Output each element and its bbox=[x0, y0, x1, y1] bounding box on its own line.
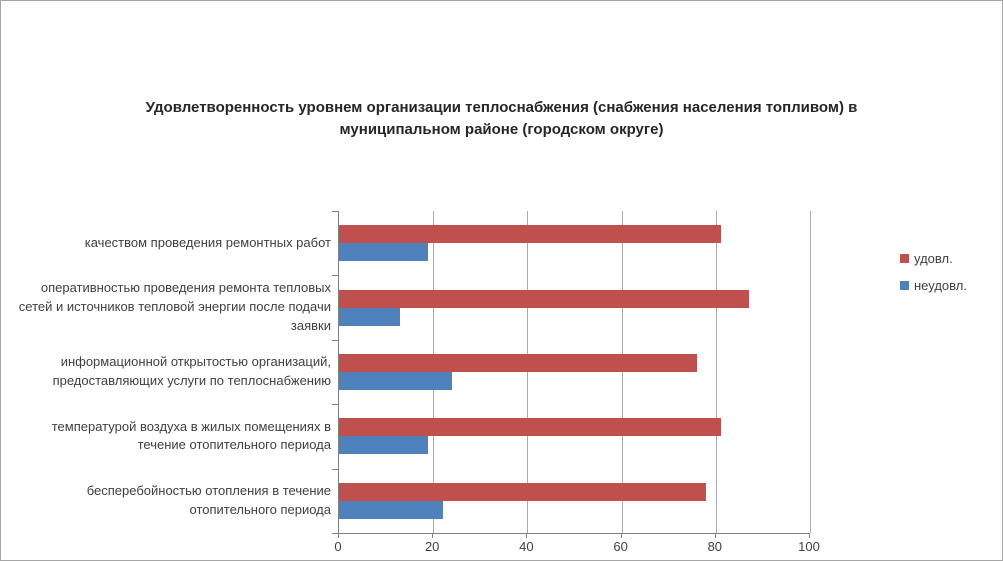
category-label-0: качеством проведения ремонтных работ bbox=[84, 234, 331, 250]
y-tick-1 bbox=[332, 275, 339, 276]
x-tick-mark-20 bbox=[432, 533, 433, 538]
category-label-1: оперативностью проведения ремонта тепловых сетей и источников тепловой энергии после подачи заявки bbox=[18, 280, 331, 334]
gridline-100 bbox=[810, 211, 811, 533]
category-label-4: бесперебойностью отопления в течение отопительного периода bbox=[86, 482, 331, 517]
category-labels bbox=[11, 211, 331, 533]
bar-udovl-4 bbox=[339, 483, 706, 501]
x-tick-label-20: 20 bbox=[424, 539, 440, 554]
bar-group-4 bbox=[339, 469, 810, 533]
bar-udovl-2 bbox=[339, 354, 697, 372]
x-tick-label-100: 100 bbox=[798, 539, 820, 554]
bar-udovl-1 bbox=[339, 290, 749, 308]
legend-item-neudovl bbox=[900, 278, 967, 293]
category-label-3: температурой воздуха в жилых помещениях в течение отопительного периода bbox=[51, 418, 331, 453]
chart-title-line-1: Удовлетворенность уровнем организации теплоснабжения (снабжения населения топливом) в bbox=[145, 99, 858, 116]
bar-group-0 bbox=[339, 211, 810, 275]
y-tick-3 bbox=[332, 404, 339, 405]
category-label-2: информационной открытостью организаций, предоставляющих услуги по теплоснабжению bbox=[52, 354, 331, 389]
bar-group-3 bbox=[339, 404, 810, 468]
bar-udovl-3 bbox=[339, 418, 721, 436]
x-tick-mark-40 bbox=[526, 533, 527, 538]
chart-title-line-2: муниципальном районе (городском округе) bbox=[339, 121, 664, 138]
bar-group-2 bbox=[339, 340, 810, 404]
legend-label-udovl: удовл. bbox=[914, 251, 953, 266]
y-tick-0 bbox=[332, 211, 339, 212]
legend-swatch-neudovl-icon bbox=[900, 281, 909, 290]
x-tick-label-0: 0 bbox=[334, 539, 342, 554]
legend-swatch-udovl-icon bbox=[900, 254, 909, 263]
legend-label-neudovl: неудовл. bbox=[914, 278, 967, 293]
bar-neudovl-1 bbox=[339, 308, 400, 326]
bar-neudovl-3 bbox=[339, 436, 428, 454]
x-tick-mark-100 bbox=[809, 533, 810, 538]
x-tick-label-60: 60 bbox=[613, 539, 628, 554]
bar-neudovl-0 bbox=[339, 243, 428, 261]
y-tick-5 bbox=[332, 533, 339, 534]
bar-group-1 bbox=[339, 275, 810, 339]
bar-rows bbox=[339, 211, 810, 533]
bar-neudovl-2 bbox=[339, 372, 452, 390]
legend bbox=[900, 251, 967, 305]
x-tick-mark-80 bbox=[715, 533, 716, 538]
bar-udovl-0 bbox=[339, 225, 721, 243]
x-tick-mark-60 bbox=[621, 533, 622, 538]
bar-neudovl-4 bbox=[339, 501, 443, 519]
x-tick-label-80: 80 bbox=[707, 539, 723, 554]
chart-title bbox=[1, 97, 1002, 141]
x-axis bbox=[334, 539, 820, 555]
plot-area bbox=[338, 211, 810, 534]
x-tick-label-40: 40 bbox=[519, 539, 534, 554]
y-tick-4 bbox=[332, 469, 339, 470]
legend-item-udovl bbox=[900, 251, 967, 266]
y-tick-2 bbox=[332, 340, 339, 341]
